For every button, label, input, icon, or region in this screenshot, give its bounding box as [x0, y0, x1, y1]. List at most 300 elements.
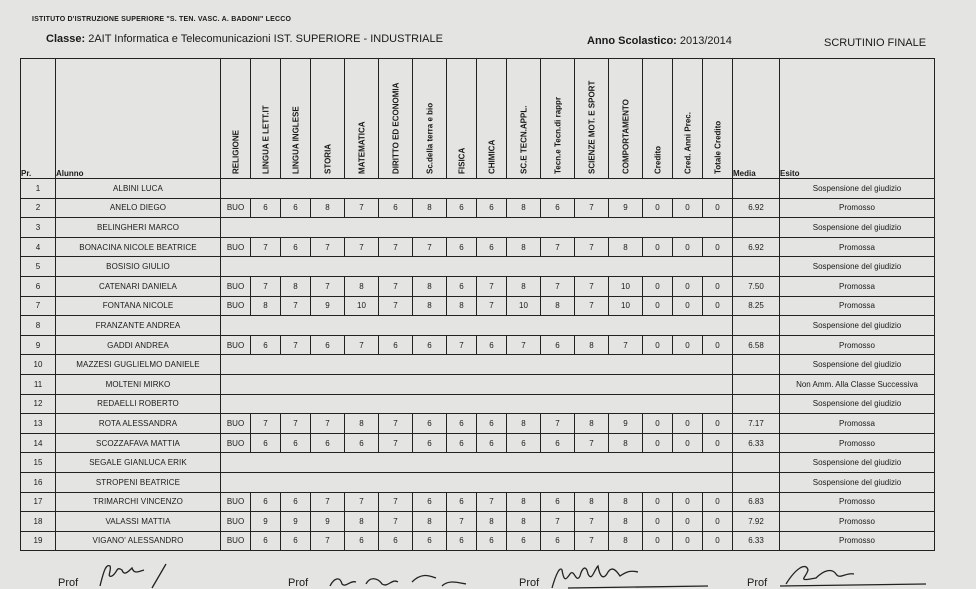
anno-label: Anno Scolastico:: [587, 35, 677, 47]
grade-cell: 6: [251, 492, 281, 512]
media-cell: 6.58: [733, 335, 780, 355]
table-row: [21, 374, 935, 394]
grade-cell: BUO: [221, 414, 251, 434]
esito-cell: Sospensione del giudizio: [780, 453, 935, 473]
esito-cell: Sospensione del giudizio: [780, 218, 935, 238]
grade-cell: 6: [251, 198, 281, 218]
grade-cell: 7: [379, 414, 413, 434]
grade-cell: 7: [251, 237, 281, 257]
classe-label: Classe:: [46, 33, 86, 45]
grade-cell: 7: [447, 335, 477, 355]
grade-cell: 6: [413, 433, 447, 453]
student-name: MAZZESI GUGLIELMO DANIELE: [56, 355, 221, 375]
grade-cell: 7: [379, 276, 413, 296]
media-cell: [733, 374, 780, 394]
grade-cell: 6: [541, 433, 575, 453]
col-subject-label: CHIMICA: [487, 139, 496, 174]
grade-cell: 6: [311, 335, 345, 355]
grade-cell: 6: [477, 414, 507, 434]
row-number: 6: [21, 276, 56, 296]
student-name: MOLTENI MIRKO: [56, 374, 221, 394]
esito-cell: Promosso: [780, 198, 935, 218]
media-cell: [733, 257, 780, 277]
esito-cell: Sospensione del giudizio: [780, 355, 935, 375]
grade-cell: 0: [643, 414, 673, 434]
grade-cell: 8: [413, 296, 447, 316]
grade-cell: 0: [673, 237, 703, 257]
grade-cell: 6: [345, 433, 379, 453]
esito-cell: Promossa: [780, 414, 935, 434]
grade-cell: 7: [345, 492, 379, 512]
table-row: [21, 276, 935, 296]
grade-cell: 6: [477, 198, 507, 218]
col-subject-label: Tecn.e Tecn.di rappr: [553, 96, 562, 174]
table-row: [21, 316, 935, 336]
table-row: [21, 433, 935, 453]
grade-cell: 6: [447, 198, 477, 218]
col-subject-label: Credito: [653, 146, 662, 174]
grade-cell: BUO: [221, 198, 251, 218]
grade-cell: 9: [281, 512, 311, 532]
grade-cell: 7: [379, 512, 413, 532]
row-number: 4: [21, 237, 56, 257]
grade-cell: 9: [311, 512, 345, 532]
grade-cell: 9: [609, 198, 643, 218]
institute-name: ISTITUTO D'ISTRUZIONE SUPERIORE "S. TEN. VASC. A. BADONI" LECCO: [32, 16, 292, 23]
grade-cell: 0: [673, 335, 703, 355]
esito-cell: Promossa: [780, 237, 935, 257]
esito-cell: Promosso: [780, 433, 935, 453]
grade-cell: 0: [703, 492, 733, 512]
col-media: Media: [733, 59, 780, 179]
grades-empty: [221, 355, 733, 375]
grade-cell: 7: [477, 276, 507, 296]
grades-empty: [221, 257, 733, 277]
grade-cell: 6: [507, 433, 541, 453]
grade-cell: 6: [447, 433, 477, 453]
row-number: 12: [21, 394, 56, 414]
grade-cell: 7: [575, 296, 609, 316]
grade-cell: BUO: [221, 237, 251, 257]
grade-cell: 6: [281, 198, 311, 218]
row-number: 9: [21, 335, 56, 355]
grades-empty: [221, 394, 733, 414]
grade-cell: 8: [541, 296, 575, 316]
grade-cell: 6: [281, 433, 311, 453]
esito-cell: Promosso: [780, 512, 935, 532]
col-subject: [541, 59, 575, 179]
grade-cell: 7: [541, 237, 575, 257]
grade-cell: 8: [609, 237, 643, 257]
media-cell: 6.92: [733, 237, 780, 257]
grade-cell: 9: [251, 512, 281, 532]
grade-cell: 7: [379, 433, 413, 453]
media-cell: 6.33: [733, 433, 780, 453]
media-cell: 7.17: [733, 414, 780, 434]
document-title: SCRUTINIO FINALE: [824, 37, 927, 49]
grade-cell: 7: [379, 492, 413, 512]
student-name: ANELO DIEGO: [56, 198, 221, 218]
col-subject-label: DIRITTO ED ECONOMIA: [391, 82, 400, 174]
grade-cell: 0: [673, 433, 703, 453]
col-subject: [311, 59, 345, 179]
grade-cell: 7: [575, 198, 609, 218]
grades-table: [20, 58, 935, 551]
col-subject-label: STORIA: [323, 143, 332, 174]
table-row: [21, 492, 935, 512]
grade-cell: 6: [477, 433, 507, 453]
media-cell: 8.25: [733, 296, 780, 316]
grade-cell: 0: [643, 276, 673, 296]
grades-empty: [221, 453, 733, 473]
grade-cell: 8: [345, 512, 379, 532]
esito-cell: Sospensione del giudizio: [780, 257, 935, 277]
grade-cell: 6: [413, 414, 447, 434]
col-subject: [413, 59, 447, 179]
grade-cell: 7: [281, 296, 311, 316]
esito-cell: Non Amm. Alla Classe Successiva: [780, 374, 935, 394]
grade-cell: 8: [609, 531, 643, 551]
grade-cell: 0: [643, 296, 673, 316]
grade-cell: 6: [251, 433, 281, 453]
grade-cell: 7: [379, 237, 413, 257]
grade-cell: 7: [311, 492, 345, 512]
col-subject: [575, 59, 609, 179]
grade-cell: 8: [251, 296, 281, 316]
row-number: 8: [21, 316, 56, 336]
student-name: REDAELLI ROBERTO: [56, 394, 221, 414]
grade-cell: 0: [703, 531, 733, 551]
col-subject: [345, 59, 379, 179]
prof-label-3: Prof: [519, 577, 540, 589]
grade-cell: 8: [507, 512, 541, 532]
grade-cell: 6: [541, 531, 575, 551]
esito-cell: Promossa: [780, 296, 935, 316]
grade-cell: 0: [643, 492, 673, 512]
grade-cell: BUO: [221, 492, 251, 512]
grade-cell: 8: [575, 335, 609, 355]
grades-empty: [221, 316, 733, 336]
col-subject-label: RELIGIONE: [231, 129, 240, 174]
col-alunno: Alunno: [56, 59, 221, 179]
student-name: SCOZZAFAVA MATTIA: [56, 433, 221, 453]
row-number: 1: [21, 179, 56, 199]
media-cell: 7.50: [733, 276, 780, 296]
grade-cell: 6: [447, 414, 477, 434]
media-cell: [733, 218, 780, 238]
table-row: [21, 179, 935, 199]
grade-cell: 7: [447, 512, 477, 532]
grade-cell: BUO: [221, 296, 251, 316]
grade-cell: 7: [575, 237, 609, 257]
signature-area: [0, 560, 976, 589]
table-row: [21, 394, 935, 414]
col-subject: [447, 59, 477, 179]
grade-cell: 7: [413, 237, 447, 257]
grade-cell: 8: [575, 492, 609, 512]
grade-cell: 7: [541, 414, 575, 434]
grade-cell: 7: [311, 414, 345, 434]
grade-cell: 6: [541, 198, 575, 218]
anno-scolastico: [587, 35, 732, 47]
grade-cell: 6: [447, 276, 477, 296]
esito-cell: Promosso: [780, 335, 935, 355]
grade-cell: 0: [703, 512, 733, 532]
col-subject: [703, 59, 733, 179]
grade-cell: BUO: [221, 335, 251, 355]
grade-cell: 9: [311, 296, 345, 316]
row-number: 15: [21, 453, 56, 473]
grade-cell: 7: [251, 276, 281, 296]
signature-4: [776, 560, 946, 589]
row-number: 13: [21, 414, 56, 434]
grade-cell: 0: [703, 276, 733, 296]
table-row: [21, 414, 935, 434]
grade-cell: 8: [575, 414, 609, 434]
col-subject-label: SC.E TECN.APPL.: [519, 105, 528, 174]
table-row: [21, 257, 935, 277]
signature-2: [326, 560, 496, 589]
grades-empty: [221, 374, 733, 394]
grade-cell: 8: [507, 414, 541, 434]
grade-cell: 9: [609, 414, 643, 434]
grade-cell: 6: [281, 492, 311, 512]
grade-cell: 7: [345, 335, 379, 355]
grade-cell: 6: [251, 531, 281, 551]
student-name: CATENARI DANIELA: [56, 276, 221, 296]
col-subject: [379, 59, 413, 179]
grade-cell: 0: [643, 433, 673, 453]
grade-cell: 8: [447, 296, 477, 316]
grade-cell: 0: [703, 237, 733, 257]
table-row: [21, 531, 935, 551]
grade-cell: 8: [281, 276, 311, 296]
row-number: 19: [21, 531, 56, 551]
grade-cell: 7: [311, 531, 345, 551]
grade-cell: 8: [507, 237, 541, 257]
student-name: SEGALE GIANLUCA ERIK: [56, 453, 221, 473]
grade-cell: 6: [281, 237, 311, 257]
grade-cell: 7: [541, 276, 575, 296]
grade-cell: 7: [311, 276, 345, 296]
grade-cell: BUO: [221, 531, 251, 551]
col-subject-label: Cred. Anni Prec.: [683, 112, 692, 174]
grade-cell: 0: [673, 414, 703, 434]
student-name: GADDI ANDREA: [56, 335, 221, 355]
media-cell: 7.92: [733, 512, 780, 532]
table-row: [21, 355, 935, 375]
grade-cell: 6: [345, 531, 379, 551]
media-cell: 6.33: [733, 531, 780, 551]
row-number: 18: [21, 512, 56, 532]
grade-cell: 6: [447, 237, 477, 257]
esito-cell: Sospensione del giudizio: [780, 316, 935, 336]
grade-cell: BUO: [221, 276, 251, 296]
grade-cell: 7: [541, 512, 575, 532]
table-row: [21, 237, 935, 257]
grade-cell: 0: [643, 237, 673, 257]
grade-cell: 6: [413, 531, 447, 551]
grade-cell: 7: [251, 414, 281, 434]
table-row: [21, 198, 935, 218]
classe-value: 2AIT Informatica e Telecomunicazioni IST. SUPERIORE - INDUSTRIALE: [88, 33, 443, 45]
esito-cell: Promosso: [780, 531, 935, 551]
grade-cell: 8: [609, 492, 643, 512]
grade-cell: 7: [609, 335, 643, 355]
esito-cell: Promosso: [780, 492, 935, 512]
table-row: [21, 218, 935, 238]
grade-cell: 0: [673, 198, 703, 218]
esito-cell: Promossa: [780, 276, 935, 296]
grade-cell: 0: [703, 296, 733, 316]
grade-cell: BUO: [221, 433, 251, 453]
grade-cell: 7: [507, 335, 541, 355]
student-name: FRANZANTE ANDREA: [56, 316, 221, 336]
media-cell: [733, 355, 780, 375]
grade-cell: 0: [673, 531, 703, 551]
grade-cell: 10: [345, 296, 379, 316]
grade-cell: 0: [643, 198, 673, 218]
grade-cell: 0: [703, 414, 733, 434]
grade-cell: 6: [251, 335, 281, 355]
grade-cell: 6: [379, 198, 413, 218]
col-subject: [281, 59, 311, 179]
grade-cell: 8: [311, 198, 345, 218]
media-cell: [733, 316, 780, 336]
media-cell: 6.92: [733, 198, 780, 218]
grade-cell: 6: [477, 531, 507, 551]
student-name: BELINGHERI MARCO: [56, 218, 221, 238]
media-cell: [733, 453, 780, 473]
grade-cell: 7: [477, 296, 507, 316]
student-name: ROTA ALESSANDRA: [56, 414, 221, 434]
grade-cell: 8: [609, 512, 643, 532]
media-cell: [733, 179, 780, 199]
row-number: 2: [21, 198, 56, 218]
student-name: FONTANA NICOLE: [56, 296, 221, 316]
grade-cell: 10: [609, 296, 643, 316]
grades-empty: [221, 472, 733, 492]
grade-cell: 6: [379, 335, 413, 355]
grade-cell: 8: [413, 512, 447, 532]
grade-cell: 7: [345, 237, 379, 257]
col-subject: [221, 59, 251, 179]
grade-cell: 10: [507, 296, 541, 316]
student-name: STROPENI BEATRICE: [56, 472, 221, 492]
grade-cell: 7: [575, 512, 609, 532]
student-name: TRIMARCHI VINCENZO: [56, 492, 221, 512]
student-name: BOSISIO GIULIO: [56, 257, 221, 277]
col-subject-label: LINGUA INGLESE: [291, 106, 300, 174]
grade-cell: 7: [575, 531, 609, 551]
grade-cell: 8: [507, 276, 541, 296]
signature-3: [548, 560, 718, 589]
grade-cell: 7: [311, 237, 345, 257]
grades-body: [21, 179, 935, 551]
row-number: 16: [21, 472, 56, 492]
grade-cell: 6: [447, 492, 477, 512]
col-subject: [609, 59, 643, 179]
grade-cell: 7: [575, 433, 609, 453]
media-cell: [733, 394, 780, 414]
prof-label-1: Prof: [58, 577, 79, 589]
grade-cell: 0: [673, 296, 703, 316]
grade-cell: 6: [413, 492, 447, 512]
row-number: 11: [21, 374, 56, 394]
grade-cell: 7: [281, 335, 311, 355]
grade-cell: 7: [345, 198, 379, 218]
row-number: 3: [21, 218, 56, 238]
col-subject: [673, 59, 703, 179]
grade-cell: BUO: [221, 512, 251, 532]
header-row: [21, 59, 935, 179]
col-subject-label: LINGUA E LETT.IT: [261, 105, 270, 174]
grade-cell: 6: [379, 531, 413, 551]
col-subject-label: COMPORTAMENTO: [621, 99, 630, 174]
media-cell: [733, 472, 780, 492]
grade-cell: 8: [609, 433, 643, 453]
table-row: [21, 472, 935, 492]
grade-cell: 8: [345, 414, 379, 434]
student-name: BONACINA NICOLE BEATRICE: [56, 237, 221, 257]
row-number: 14: [21, 433, 56, 453]
table-row: [21, 453, 935, 473]
prof-label-4: Prof: [747, 577, 768, 589]
col-subject-label: FISICA: [457, 147, 466, 174]
grade-cell: 8: [413, 198, 447, 218]
grade-cell: 0: [703, 198, 733, 218]
grade-cell: 7: [477, 492, 507, 512]
esito-cell: Sospensione del giudizio: [780, 394, 935, 414]
grade-cell: 0: [643, 512, 673, 532]
anno-value: 2013/2014: [679, 35, 732, 47]
grade-cell: 7: [281, 414, 311, 434]
grade-cell: 6: [507, 531, 541, 551]
col-subject: [643, 59, 673, 179]
col-subject: [507, 59, 541, 179]
grade-cell: 6: [541, 492, 575, 512]
grade-cell: 8: [413, 276, 447, 296]
grade-cell: 0: [673, 512, 703, 532]
grade-cell: 7: [379, 296, 413, 316]
grade-cell: 6: [541, 335, 575, 355]
grade-cell: 8: [345, 276, 379, 296]
col-pr: Pr.: [21, 59, 56, 179]
row-number: 5: [21, 257, 56, 277]
grade-cell: 0: [673, 276, 703, 296]
student-name: VALASSI MATTIA: [56, 512, 221, 532]
table-row: [21, 335, 935, 355]
col-subject: [477, 59, 507, 179]
row-number: 10: [21, 355, 56, 375]
grade-cell: 8: [507, 198, 541, 218]
col-subject-label: Totale Credito: [713, 120, 722, 174]
table-row: [21, 512, 935, 532]
student-name: VIGANO' ALESSANDRO: [56, 531, 221, 551]
grade-cell: 6: [477, 237, 507, 257]
grade-cell: 8: [477, 512, 507, 532]
grade-cell: 6: [477, 335, 507, 355]
grade-cell: 0: [643, 335, 673, 355]
grade-cell: 0: [673, 492, 703, 512]
grade-cell: 8: [507, 492, 541, 512]
grade-cell: 10: [609, 276, 643, 296]
col-esito: Esito: [780, 59, 935, 179]
prof-label-2: Prof: [288, 577, 309, 589]
grade-cell: 0: [703, 335, 733, 355]
student-name: ALBINI LUCA: [56, 179, 221, 199]
grades-empty: [221, 218, 733, 238]
